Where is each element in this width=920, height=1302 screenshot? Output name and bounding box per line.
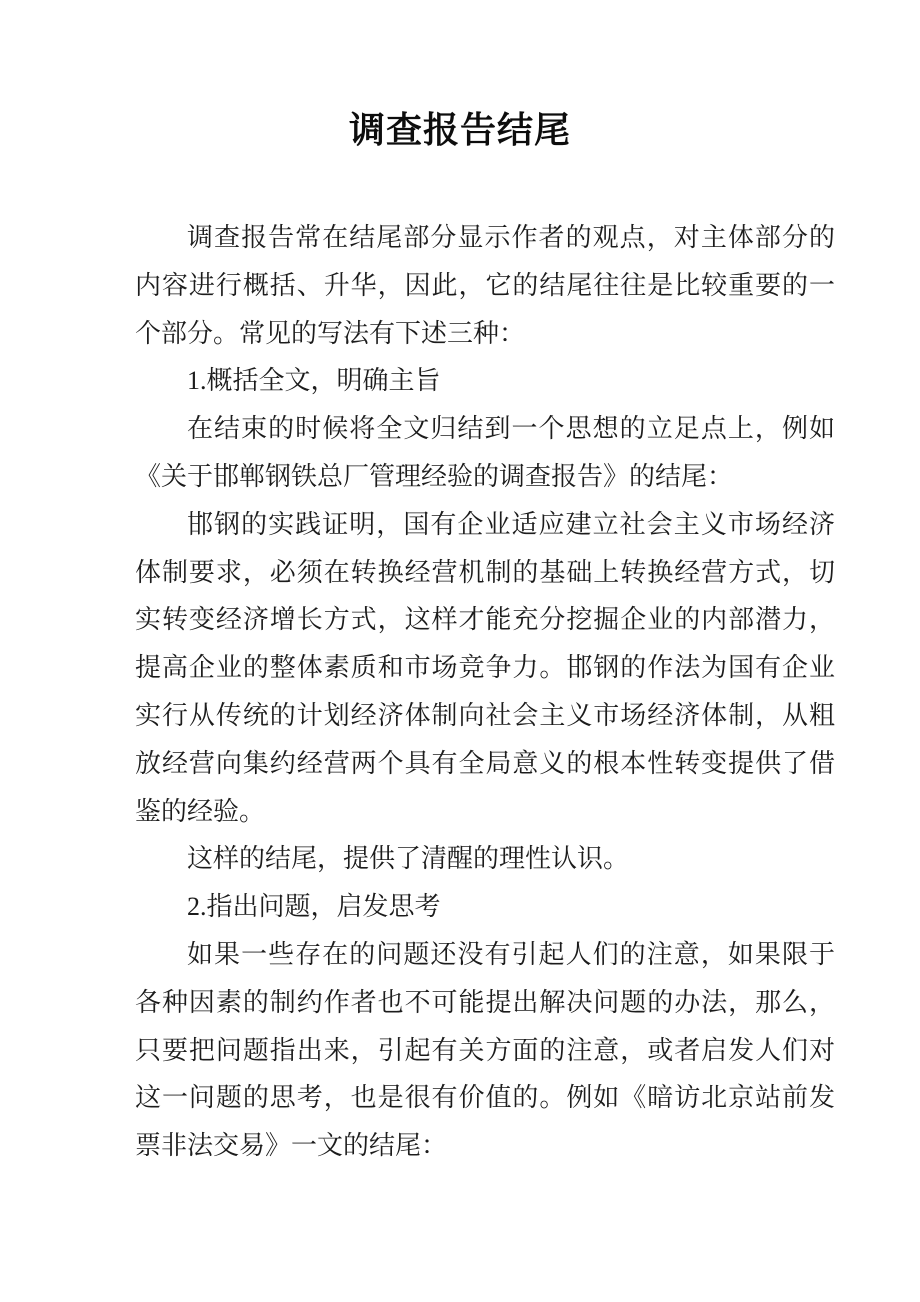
paragraph-intro: 调查报告常在结尾部分显示作者的观点，对主体部分的内容进行概括、升华，因此，它的结尾往往是比较重要的一个部分。常见的写法有下述三种： [135, 223, 835, 348]
document-body [135, 214, 835, 1170]
document-title: 调查报告结尾 [348, 109, 571, 150]
paragraph-heading-1: 1.概括全文，明确主旨 [187, 366, 441, 396]
paragraph-heading-2: 2.指出问题，启发思考 [187, 892, 441, 922]
paragraph-method-1-intro: 在结束的时候将全文归结到一个思想的立足点上，例如《关于邯郸钢铁总厂管理经验的调查报告》的结尾： [135, 414, 835, 491]
paragraph-example-hangang: 邯钢的实践证明，国有企业适应建立社会主义市场经济体制要求，必须在转换经营机制的基础上转换经营方式，切实转变经济增长方式，这样才能充分挖掘企业的内部潜力，提高企业的整体素质和市场竞争力。邯钢的作法为国有企业实行从传统的计划经济体制向社会主义市场经济体制，从粗放经营向集约经营两个具有全局意义的根本性转变提供了借鉴的经验。 [135, 509, 835, 826]
paragraph-method-1-comment: 这样的结尾，提供了清醒的理性认识。 [187, 844, 630, 874]
paragraph-method-2-intro: 如果一些存在的问题还没有引起人们的注意，如果限于各种因素的制约作者也不可能提出解决问题的办法，那么，只要把问题指出来，引起有关方面的注意，或者启发人们对这一问题的思考，也是很有价值的。例如《暗访北京站前发票非法交易》一文的结尾： [135, 939, 835, 1161]
